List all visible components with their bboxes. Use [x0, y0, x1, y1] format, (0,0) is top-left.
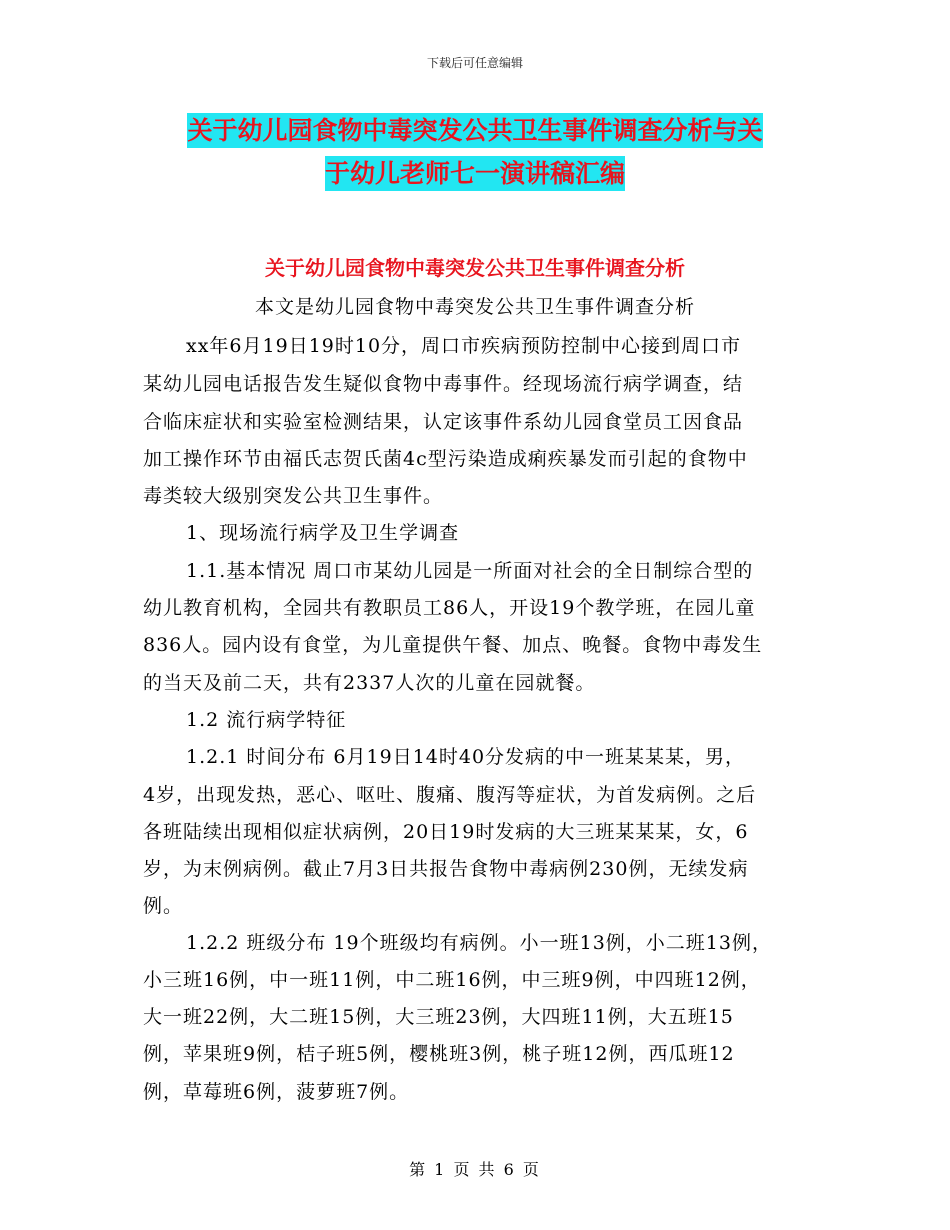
- main-title-line-1: [0, 118, 950, 143]
- intro-line: 本文是幼儿园食物中毒突发公共卫生事件调查分析: [254, 296, 695, 318]
- body-line: 4岁，出现发热，恶心、呕吐、腹痛、腹泻等症状，为首发病例。之后: [143, 784, 757, 806]
- body-line: xx年6月19日19时10分，周口市疾病预防控制中心接到周口市: [186, 335, 742, 357]
- body-line: 1.2.2 班级分布 19个班级均有病例。小一班13例，小二班13例，: [186, 932, 772, 954]
- body-line: 合临床症状和实验室检测结果，认定该事件系幼儿园食堂员工因食品: [143, 411, 744, 433]
- header-note: 下载后可任意编辑: [426, 56, 523, 70]
- body-line: 小三班16例，中一班11例，中二班16例，中三班9例，中四班12例，: [143, 969, 761, 991]
- body-line: 例，苹果班9例，桔子班5例，樱桃班3例，桃子班12例，西瓜班12: [143, 1043, 735, 1065]
- body-line: 毒类较大级别突发公共卫生事件。: [143, 485, 444, 507]
- main-title-text-1: 关于幼儿园食物中毒突发公共卫生事件调查分析与关: [187, 113, 762, 148]
- body-line: 例。: [143, 895, 184, 917]
- body-line: 的当天及前二天，共有2337人次的儿童在园就餐。: [143, 672, 596, 694]
- body-line: 岁，为末例病例。截止7月3日共报告食物中毒病例230例，无续发病: [143, 858, 749, 880]
- body-line: 例，草莓班6例，菠萝班7例。: [143, 1081, 410, 1103]
- body-line: 836人。园内设有食堂，为儿童提供午餐、加点、晚餐。食物中毒发生: [143, 634, 763, 656]
- main-title-text-2: 于幼儿老师七一演讲稿汇编: [325, 156, 625, 191]
- body-line: 加工操作环节由福氏志贺氏菌4c型污染造成痢疾暴发而引起的食物中: [143, 448, 748, 470]
- page-footer: 第 1 页 共 6 页: [409, 1160, 541, 1179]
- body-line: 各班陆续出现相似症状病例，20日19时发病的大三班某某某，女，6: [143, 821, 749, 843]
- body-line: 大一班22例，大二班15例，大三班23例，大四班11例，大五班15: [143, 1006, 734, 1028]
- body-line: 某幼儿园电话报告发生疑似食物中毒事件。经现场流行病学调查，结: [143, 373, 744, 395]
- body-line: 幼儿教育机构，全园共有教职员工86人，开设19个教学班，在园儿童: [143, 597, 756, 619]
- heading-line: 1.2 流行病学特征: [186, 709, 347, 731]
- heading-line: 1、现场流行病学及卫生学调查: [186, 522, 460, 544]
- body-line: 1.2.1 时间分布 6月19日14时40分发病的中一班某某某，男，: [186, 746, 746, 768]
- section-title: 关于幼儿园食物中毒突发公共卫生事件调查分析: [265, 256, 685, 280]
- body-line: 1.1.基本情况 周口市某幼儿园是一所面对社会的全日制综合型的: [186, 560, 754, 582]
- main-title-line-2: [0, 161, 950, 186]
